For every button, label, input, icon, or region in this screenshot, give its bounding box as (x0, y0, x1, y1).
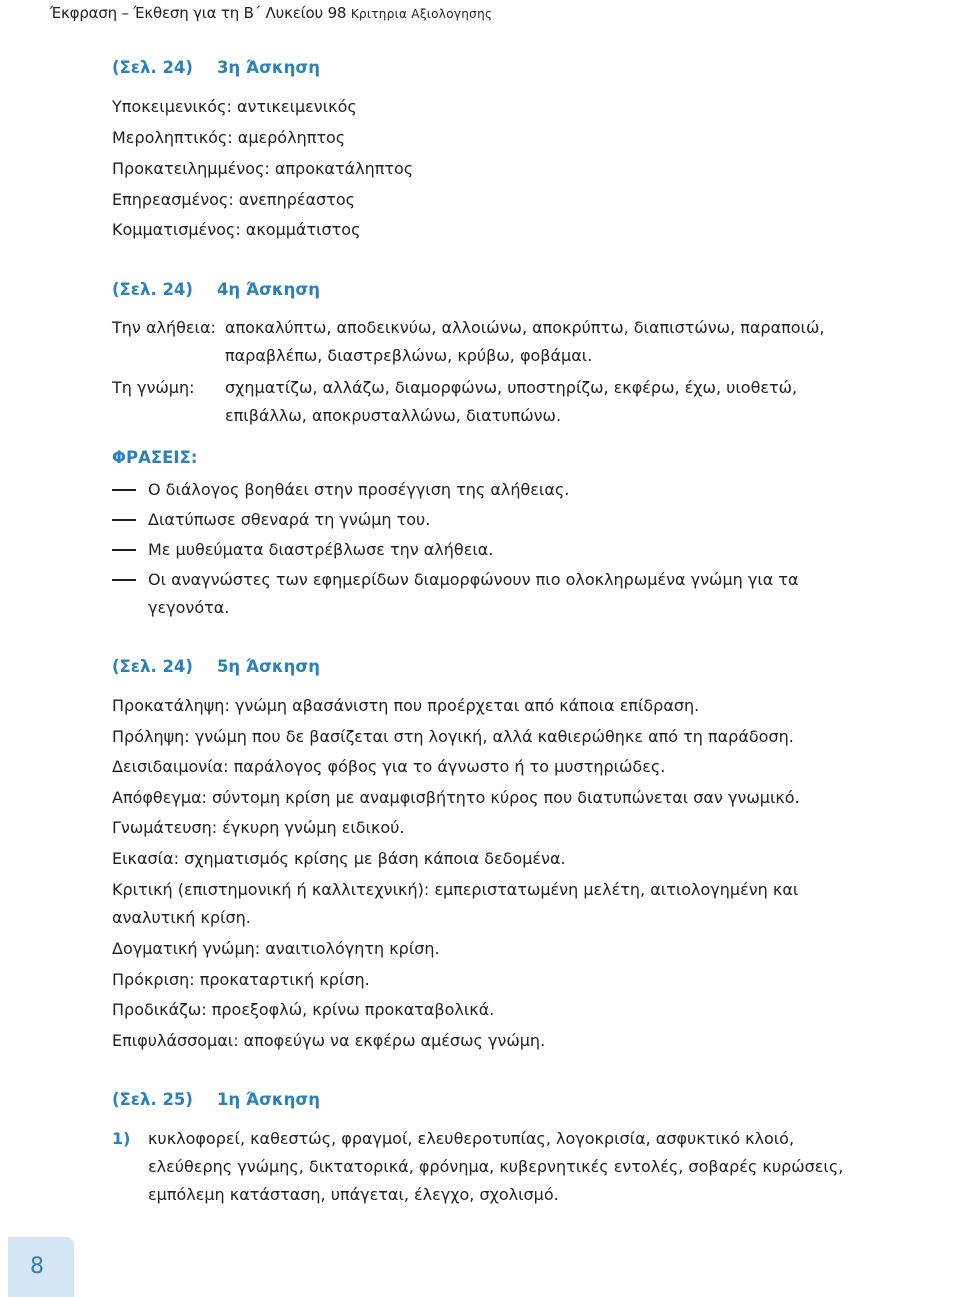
phrase-text: Ο διάλογος βοηθάει στην προσέγγιση της αλήθειας. (148, 480, 570, 499)
glossary-entry: Επιφυλάσσομαι: αποφεύγω να εκφέρω αμέσως γνώμη. (112, 1031, 546, 1050)
verb-term: Τη γνώμη: (112, 378, 195, 397)
phrase-text: Οι αναγνώστες των εφημερίδων διαμορφώνουν πιο ολοκληρωμένα γνώμη για τα γεγονότα. (148, 570, 799, 617)
antonym-line: Επηρεασμένος: ανεπηρέαστος (112, 190, 356, 209)
dash-bullet (112, 549, 136, 551)
section-heading (112, 1090, 320, 1109)
phrases-heading: ΦΡΑΣΕΙΣ: (112, 448, 198, 467)
verb-definition (112, 314, 852, 365)
glossary-entry: Απόφθεγμα: σύντομη κρίση με αναμφισβήτητο κύρος που διατυπώνεται σαν γνωμικό. (112, 788, 800, 807)
glossary-entry: Προκατάληψη: γνώμη αβασάνιστη που προέρχεται από κάποια επίδραση. (112, 696, 700, 715)
exercise-title: 5η Άσκηση (216, 657, 320, 676)
antonym-line: Υποκειμενικός: αντικειμενικός (112, 97, 357, 116)
header-page: 98 (327, 4, 347, 22)
page-number: 8 (30, 1254, 44, 1279)
glossary-entry: Πρόκριση: προκαταρτική κρίση. (112, 970, 370, 989)
exercise-title: 4η Άσκηση (216, 280, 320, 299)
section-heading (112, 280, 320, 299)
dash-bullet (112, 519, 136, 521)
section-ref: (Σελ. 24) (112, 58, 193, 77)
glossary-entry: Κριτική (επιστημονική ή καλλιτεχνική): εμπεριστατωμένη μελέτη, αιτιολογημένη και αναλυτική κρίση. (112, 880, 799, 927)
verb-text: αποκαλύπτω, αποδεικνύω, αλλοιώνω, αποκρύπτω, διαπιστώνω, παραποιώ, παραβλέπω, διαστρεβλώνω, κρύβω, φοβάμαι. (225, 318, 825, 365)
section-ref: (Σελ. 24) (112, 280, 193, 299)
running-header (50, 4, 492, 22)
header-section: Κριτηρια Αξιολογησης (350, 7, 493, 21)
phrase-text: Διατύπωσε σθεναρά τη γνώμη του. (148, 510, 431, 529)
section-ref: (Σελ. 24) (112, 657, 193, 676)
glossary-entry: Δογματική γνώμη: αναιτιολόγητη κρίση. (112, 939, 440, 958)
glossary-entry: Γνωμάτευση: έγκυρη γνώμη ειδικού. (112, 818, 405, 837)
section-heading (112, 657, 320, 676)
glossary-entry: Προδικάζω: προεξοφλώ, κρίνω προκαταβολικά. (112, 1000, 495, 1019)
antonym-line: Κομματισμένος: ακομμάτιστος (112, 220, 361, 239)
antonym-line: Προκατειλημμένος: απροκατάληπτος (112, 159, 414, 178)
exercise-title: 1η Άσκηση (216, 1090, 320, 1109)
verb-text: σχηματίζω, αλλάζω, διαμορφώνω, υποστηρίζω, εκφέρω, έχω, υιοθετώ, επιβάλλω, αποκρυσταλλώνω, διατυπώνω. (225, 378, 798, 425)
header-title: Έκφραση – Έκθεση για τη Β΄ Λυκείου (50, 4, 323, 22)
glossary-entry: Εικασία: σχηματισμός κρίσης με βάση κάποια δεδομένα. (112, 849, 566, 868)
exercise-title: 3η Άσκηση (216, 58, 320, 77)
dash-bullet (112, 579, 136, 581)
verb-term: Την αλήθεια: (112, 318, 216, 337)
phrase-text: Με μυθεύματα διαστρέβλωσε την αλήθεια. (148, 540, 494, 559)
glossary-entry: Δεισιδαιμονία: παράλογος φόβος για το άγνωστο ή το μυστηριώδες. (112, 757, 666, 776)
item-number: 1) (112, 1129, 131, 1148)
dash-bullet (112, 489, 136, 491)
verb-definition (112, 374, 852, 425)
item-text: κυκλοφορεί, καθεστώς, φραγμοί, ελευθεροτυπίας, λογοκρισία, ασφυκτικό κλοιό, ελεύθερης γνώμης, δικτατορικά, φρόνημα, κυβερνητικές εντολές, σοβαρές κυρώσεις, εμπόλεμη κατάσταση, υπάγεται, έλεγχο, σχολισμό. (148, 1129, 844, 1204)
antonym-line: Μεροληπτικός: αμερόληπτος (112, 128, 346, 147)
section-heading (112, 58, 320, 77)
section-ref: (Σελ. 25) (112, 1090, 193, 1109)
glossary-entry: Πρόληψη: γνώμη που δε βασίζεται στη λογική, αλλά καθιερώθηκε από τη παράδοση. (112, 727, 794, 746)
